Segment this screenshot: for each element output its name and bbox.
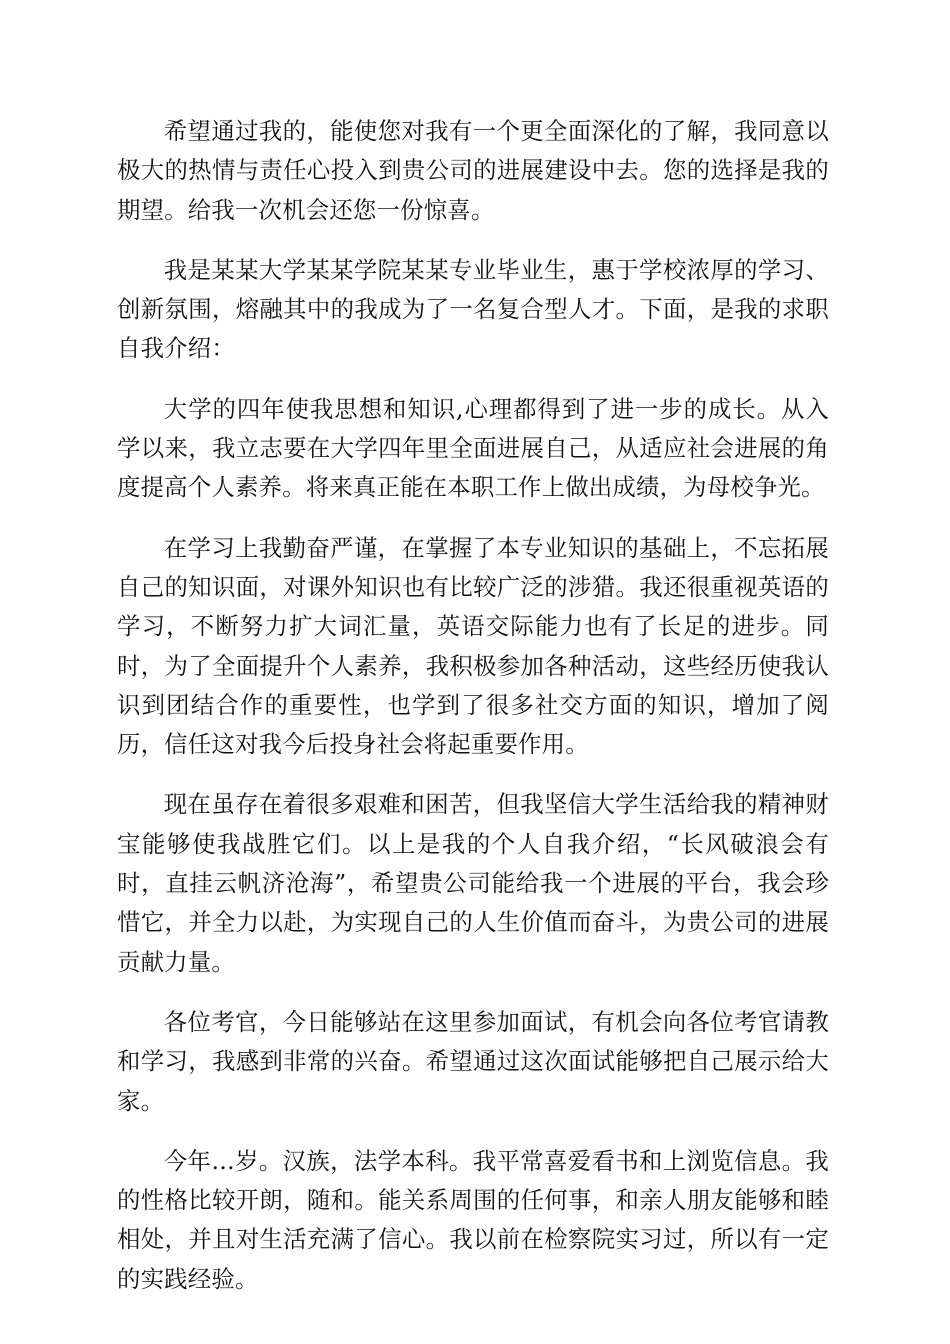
paragraph-3: 大学的四年使我思想和知识,心理都得到了进一步的成长。从入学以来，我立志要在大学四年里全面进展自己，从适应社会进展的角度提高个人素养。将来真正能在本职工作上做出成绩，为母校争光。 bbox=[117, 394, 829, 502]
paragraph-6: 各位考官，今日能够站在这里参加面试，有机会向各位考官请教和学习，我感到非常的兴奋。希望通过这次面试能够把自己展示给大家。 bbox=[117, 1007, 829, 1115]
paragraph-2: 我是某某大学某某学院某某专业毕业生，惠于学校浓厚的学习、创新氛围，熔融其中的我成为了一名复合型人才。下面，是我的求职自我介绍： bbox=[117, 255, 829, 363]
paragraph-5: 现在虽存在着很多艰难和困苦，但我坚信大学生活给我的精神财宝能够使我战胜它们。以上是我的个人自我介绍，“长风破浪会有时，直挂云帆济沧海”，希望贵公司能给我一个进展的平台，我会珍惜它，并全力以赴，为实现自己的人生价值而奋斗，为贵公司的进展贡献力量。 bbox=[117, 790, 829, 976]
paragraph-7: 今年…岁。汉族，法学本科。我平常喜爱看书和上浏览信息。我的性格比较开朗，随和。能关系周围的任何事，和亲人朋友能够和睦相处，并且对生活充满了信心。我以前在检察院实习过，所以有一定的实践经验。 bbox=[117, 1146, 829, 1293]
paragraph-1: 希望通过我的，能使您对我有一个更全面深化的了解，我同意以极大的热情与责任心投入到贵公司的进展建设中去。您的选择是我的期望。给我一次机会还您一份惊喜。 bbox=[117, 117, 829, 224]
paragraph-4: 在学习上我勤奋严谨，在掌握了本专业知识的基础上，不忘拓展自己的知识面，对课外知识也有比较广泛的涉猎。我还很重视英语的学习，不断努力扩大词汇量，英语交际能力也有了长足的进步。同时，为了全面提升个人素养，我积极参加各种活动，这些经历使我认识到团结合作的重要性，也学到了很多社交方面的知识，增加了阅历，信任这对我今后投身社会将起重要作用。 bbox=[117, 533, 829, 759]
